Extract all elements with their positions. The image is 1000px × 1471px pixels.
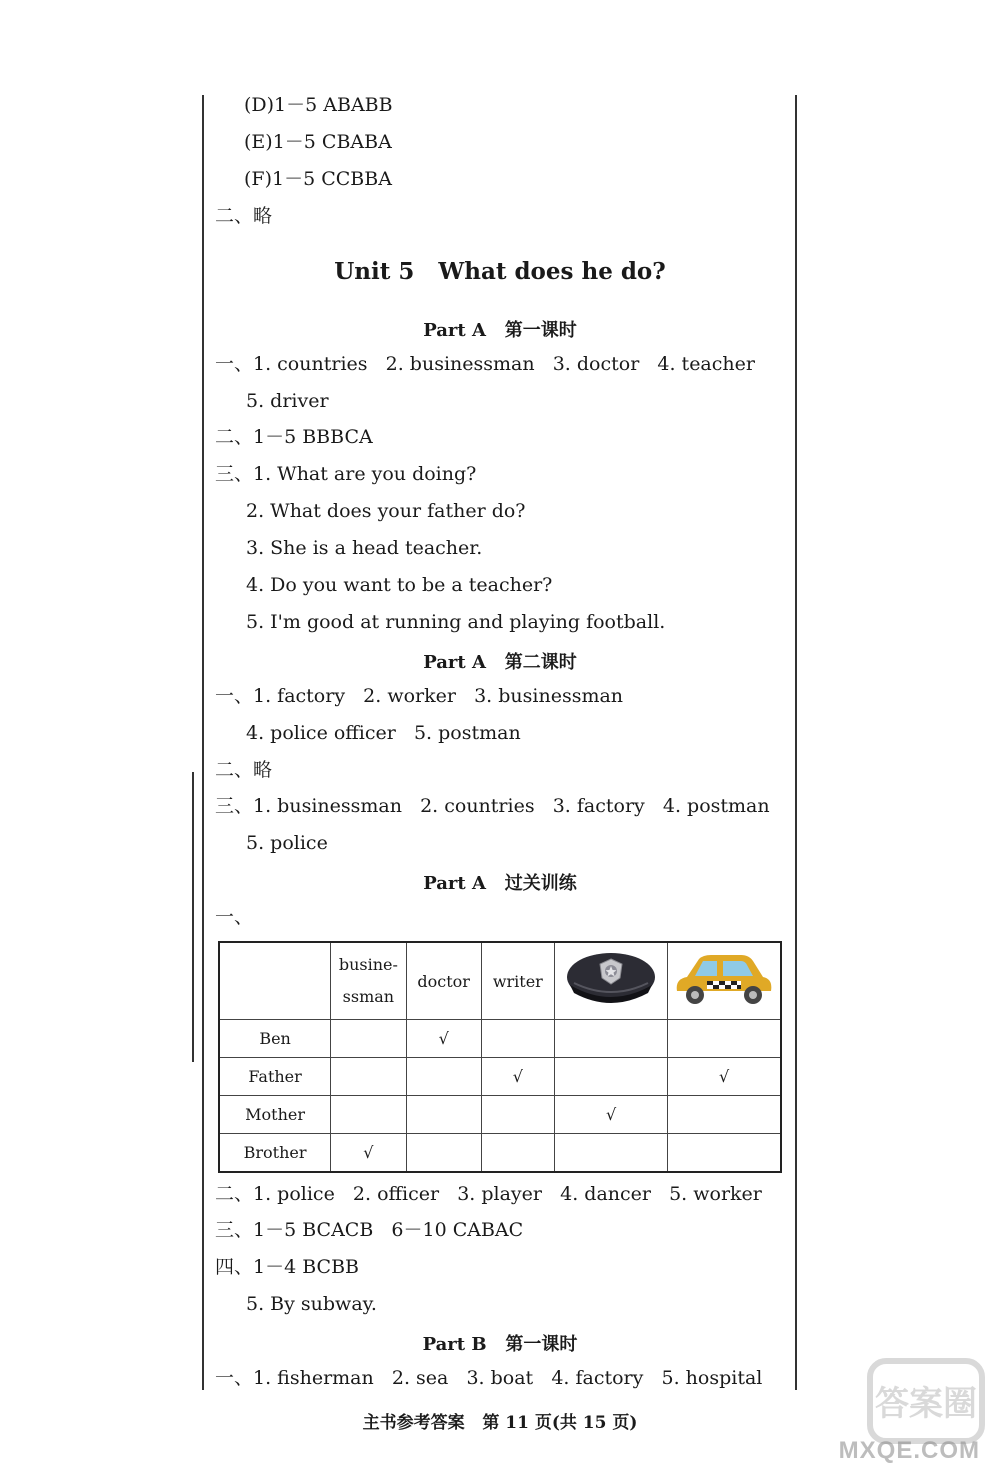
answer-line: 一、1. fisherman 2. sea 3. boat 4. factory 5. hospital bbox=[215, 1367, 763, 1389]
header-cell-taxi bbox=[668, 942, 781, 1020]
header-cell-writer bbox=[481, 942, 554, 1020]
answer-cell bbox=[554, 1020, 667, 1058]
header-cell-doctor bbox=[406, 942, 481, 1020]
section-title: Part A 第二课时 bbox=[423, 652, 577, 673]
section-title: Part A 第一课时 bbox=[423, 320, 577, 341]
answer-cell bbox=[406, 1096, 481, 1134]
answer-line: 4. police officer 5. postman bbox=[246, 722, 521, 744]
section-title: Part A 过关训练 bbox=[423, 873, 577, 894]
answer-cell bbox=[668, 1020, 781, 1058]
header-cell-police bbox=[554, 942, 667, 1020]
answer-line: 二、略 bbox=[215, 205, 273, 227]
answer-line: 5. police bbox=[246, 832, 328, 854]
table-row bbox=[219, 1058, 781, 1096]
header-text: ssman bbox=[342, 987, 395, 1006]
answer-table bbox=[218, 941, 782, 1173]
answer-cell bbox=[481, 1096, 554, 1134]
table-row bbox=[219, 1096, 781, 1134]
answer-line: (F)1－5 CCBBA bbox=[244, 168, 392, 190]
table-header-row bbox=[219, 942, 781, 1020]
answer-line: 2. What does your father do? bbox=[246, 500, 526, 522]
binding-line bbox=[192, 772, 194, 1062]
answer-line: 二、1. police 2. officer 3. player 4. dancer 5. worker bbox=[215, 1183, 762, 1205]
watermark-text: MXQE.COM bbox=[838, 1437, 980, 1464]
answer-cell bbox=[331, 1096, 406, 1134]
answer-cell: √ bbox=[331, 1134, 406, 1173]
answer-cell bbox=[554, 1134, 667, 1173]
answer-cell bbox=[331, 1058, 406, 1096]
table-row bbox=[219, 1020, 781, 1058]
answer-line: 二、1－5 BBBCA bbox=[215, 426, 373, 448]
answer-cell: √ bbox=[406, 1020, 481, 1058]
answer-line: 一、1. factory 2. worker 3. businessman bbox=[215, 685, 624, 707]
right-margin-line bbox=[795, 95, 797, 1390]
answer-cell bbox=[554, 1058, 667, 1096]
answer-line: 三、1－5 BCACB 6－10 CABAC bbox=[215, 1219, 524, 1241]
answer-cell bbox=[481, 1134, 554, 1173]
answer-line: 一、 bbox=[215, 906, 254, 928]
answer-line: 四、1－4 BCBB bbox=[215, 1256, 359, 1278]
unit-title: Unit 5 What does he do? bbox=[334, 258, 666, 285]
answer-cell: √ bbox=[481, 1058, 554, 1096]
answer-cell bbox=[406, 1058, 481, 1096]
answer-cell bbox=[481, 1020, 554, 1058]
answer-cell bbox=[668, 1134, 781, 1173]
watermark-logo-text: 答案圈 bbox=[875, 1384, 977, 1424]
answer-line: 二、略 bbox=[215, 759, 273, 781]
page-footer: 主书参考答案 第 11 页(共 15 页) bbox=[362, 1413, 638, 1433]
answer-line: 5. I'm good at running and playing football. bbox=[246, 611, 666, 633]
answer-cell bbox=[331, 1020, 406, 1058]
table-row bbox=[219, 1134, 781, 1173]
answer-line: (E)1－5 CBABA bbox=[244, 131, 392, 153]
row-name-cell: Mother bbox=[219, 1096, 331, 1134]
answer-cell bbox=[406, 1134, 481, 1173]
answer-line: (D)1－5 ABABB bbox=[244, 94, 393, 116]
answer-line: 5. driver bbox=[246, 390, 329, 412]
answer-line: 3. She is a head teacher. bbox=[246, 537, 483, 559]
answer-cell: √ bbox=[668, 1058, 781, 1096]
row-name-cell: Father bbox=[219, 1058, 331, 1096]
answer-line: 三、1. businessman 2. countries 3. factory 4. postman bbox=[215, 795, 770, 817]
answer-cell bbox=[668, 1096, 781, 1134]
header-text: writer bbox=[492, 971, 543, 991]
answer-cell: √ bbox=[554, 1096, 667, 1134]
taxi-icon bbox=[671, 947, 777, 1011]
header-text: busine- bbox=[338, 955, 398, 974]
row-name-cell: Ben bbox=[219, 1020, 331, 1058]
header-cell-businessman bbox=[331, 942, 406, 1020]
police-cap-icon bbox=[564, 947, 658, 1011]
answer-line: 一、1. countries 2. businessman 3. doctor 4. teacher bbox=[215, 353, 755, 375]
table-corner-cell bbox=[219, 942, 331, 1020]
answer-line: 4. Do you want to be a teacher? bbox=[246, 574, 553, 596]
header-text: doctor bbox=[417, 971, 470, 991]
section-title: Part B 第一课时 bbox=[422, 1334, 578, 1355]
row-name-cell: Brother bbox=[219, 1134, 331, 1173]
answer-line: 5. By subway. bbox=[246, 1293, 377, 1315]
answer-line: 三、1. What are you doing? bbox=[215, 463, 477, 485]
left-margin-line bbox=[202, 95, 204, 1390]
